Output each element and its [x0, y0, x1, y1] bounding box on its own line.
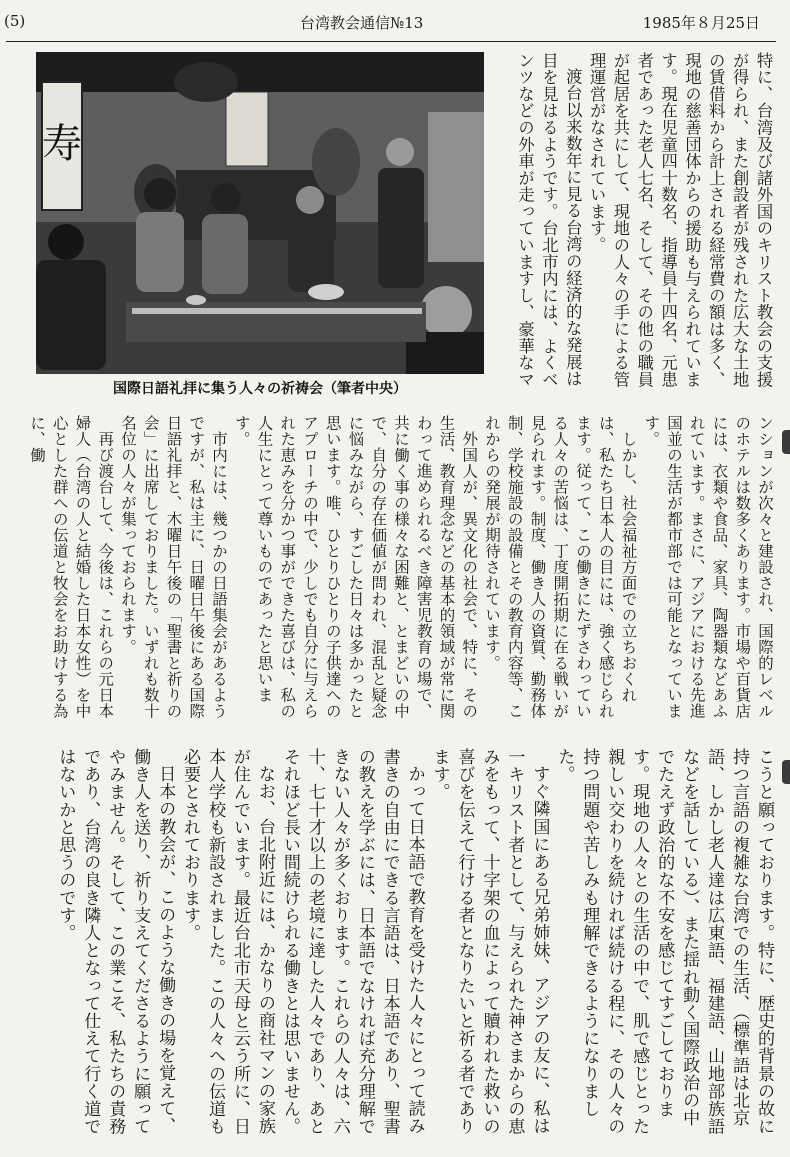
paragraph: 日本の教会が、このような働きの場を覚えて、働き人を送り、祈り支えてくださるように願ってやみません。そして、この業こそ、私たちの責務であり、台湾の良き隣人となって仕えて行く道ではないかと思うのです。	[55, 748, 176, 1136]
photo-illustration	[36, 52, 484, 374]
page-number: (5)	[4, 12, 26, 30]
paragraph: 外国人が、異文化の社会で、特に、その生活、教育理念などの基本的領域が常に関わって進められるべき障害児教育の場で、共に働く事の様々な困難と、とまどいの中で、自分の存在価値が問われ、混乱と疑念に悩みながら、すごした日々は多かったと思います。唯、ひとりひとりの子供達へのアプローチの中で、少しでも自分に与えられた恵みを分かつ事ができた喜びは、私の人生にとって尊いものであったと思います。	[232, 415, 479, 719]
calligraphy-char: 寿	[42, 121, 82, 167]
binder-tab-mark	[782, 430, 790, 454]
paragraph: ンションが次々と建設され、国際的レベルのホテルは数多くあります。市場や百貨店には、衣類や食品、家具、陶器類などあふれています。まさに、アジアにおける先進国並の生活が都市部では可能となっています。	[642, 415, 774, 719]
photo	[36, 52, 484, 374]
paragraph: しかし、社会福祉方面での立ちおくれは、私たち日本人の目には、強く感じられます。従って、この働きにたずさわっている人々の苦悩は、丁度開拓期に在る戦いが見られます。制度、働き人の資質、勤務体制、学校施設の設備とその教育内容等、これからの発展が期待されています。	[483, 415, 638, 719]
paragraph: すぐ隣国にある兄弟姉妹、アジアの友に、私は一キリスト者として、与えられた神さまからの恵みをもって、十字架の血によって贖われた救いの喜びを伝えて行ける者となりたいと祈る者であります。	[429, 748, 550, 1136]
paragraph: 渡台以来数年に見る台湾の経済的な発展は目を見はるようです。台北市内には、よくベンツなどの外車が走っていますし、豪華なマ	[515, 52, 583, 388]
paragraph: こうと願っております。特に、歴史的背景の故に持つ言語の複雑な台湾での生活、（標準語は北京語、しかし老人達は広東語、福建語、山地部族語などを話している）、また揺れ動く国際政治の中でたえず政治的な不安を感じてすごしております。現地の人々との生活の中で、肌で感じとった親しい交わりを続ければ続ける程に、その人々の持つ問題や苦しみも理解できるようになりました。	[554, 748, 774, 1136]
paragraph: かって日本語で教育を受けた人々にとって読み書きの自由にできる言語は、日本語であり、聖書の教えを学ぶには、日本語でなければ充分理解できない人々が多くおります。これらの人々は、六十、七十才以上の老境に達した人々であり、あとそれほど長い間続けられる働きとは思いません。	[279, 748, 425, 1136]
newsletter-title: 台湾教会通信№13	[300, 14, 424, 32]
header-rule	[6, 41, 776, 42]
text-column-middle	[22, 415, 776, 731]
paragraph: 市内には、幾つかの日語集会があるようですが、私は主に、日曜日午後にある国際日語礼拝と、木曜日午後の「聖書と祈りの会」に出席しておりました。いずれも数十名位の人々が集っておられます。	[119, 415, 228, 719]
paragraph: なお、台北附近には、かなりの商社マンの家族が住んでいます。最近台北市天母と云う所に、日本人学校も新設されました。この人々への伝道も必要とされております。	[180, 748, 275, 1136]
page-header	[0, 12, 790, 38]
binder-tab-mark	[782, 760, 790, 784]
paragraph: 特に、台湾及び諸外国のキリスト教会の支援が得られ、また創設者が残された広大な土地の賃借料から計上される経常費の額は多く、現地の慈善団体からの援助も与えられています。現在児童四十数名、指導員十四名、元患者であった老人七名、そして、その他の職員が起居を共にして、現地の人々の手による管理運営がなされています。	[587, 52, 773, 388]
photo-caption: 国際日語礼拝に集う人々の祈祷会（筆者中央）	[113, 381, 407, 397]
issue-date: 1985年８月25日	[642, 14, 760, 32]
paragraph: 再び渡台して、今後は、これらの元日本婦人（台湾の人と結婚した日本女性）を中心とした群への伝道と牧会をお助けする為に、働	[28, 415, 115, 719]
text-column-bottom	[22, 748, 776, 1138]
text-column-top-right	[495, 52, 775, 392]
